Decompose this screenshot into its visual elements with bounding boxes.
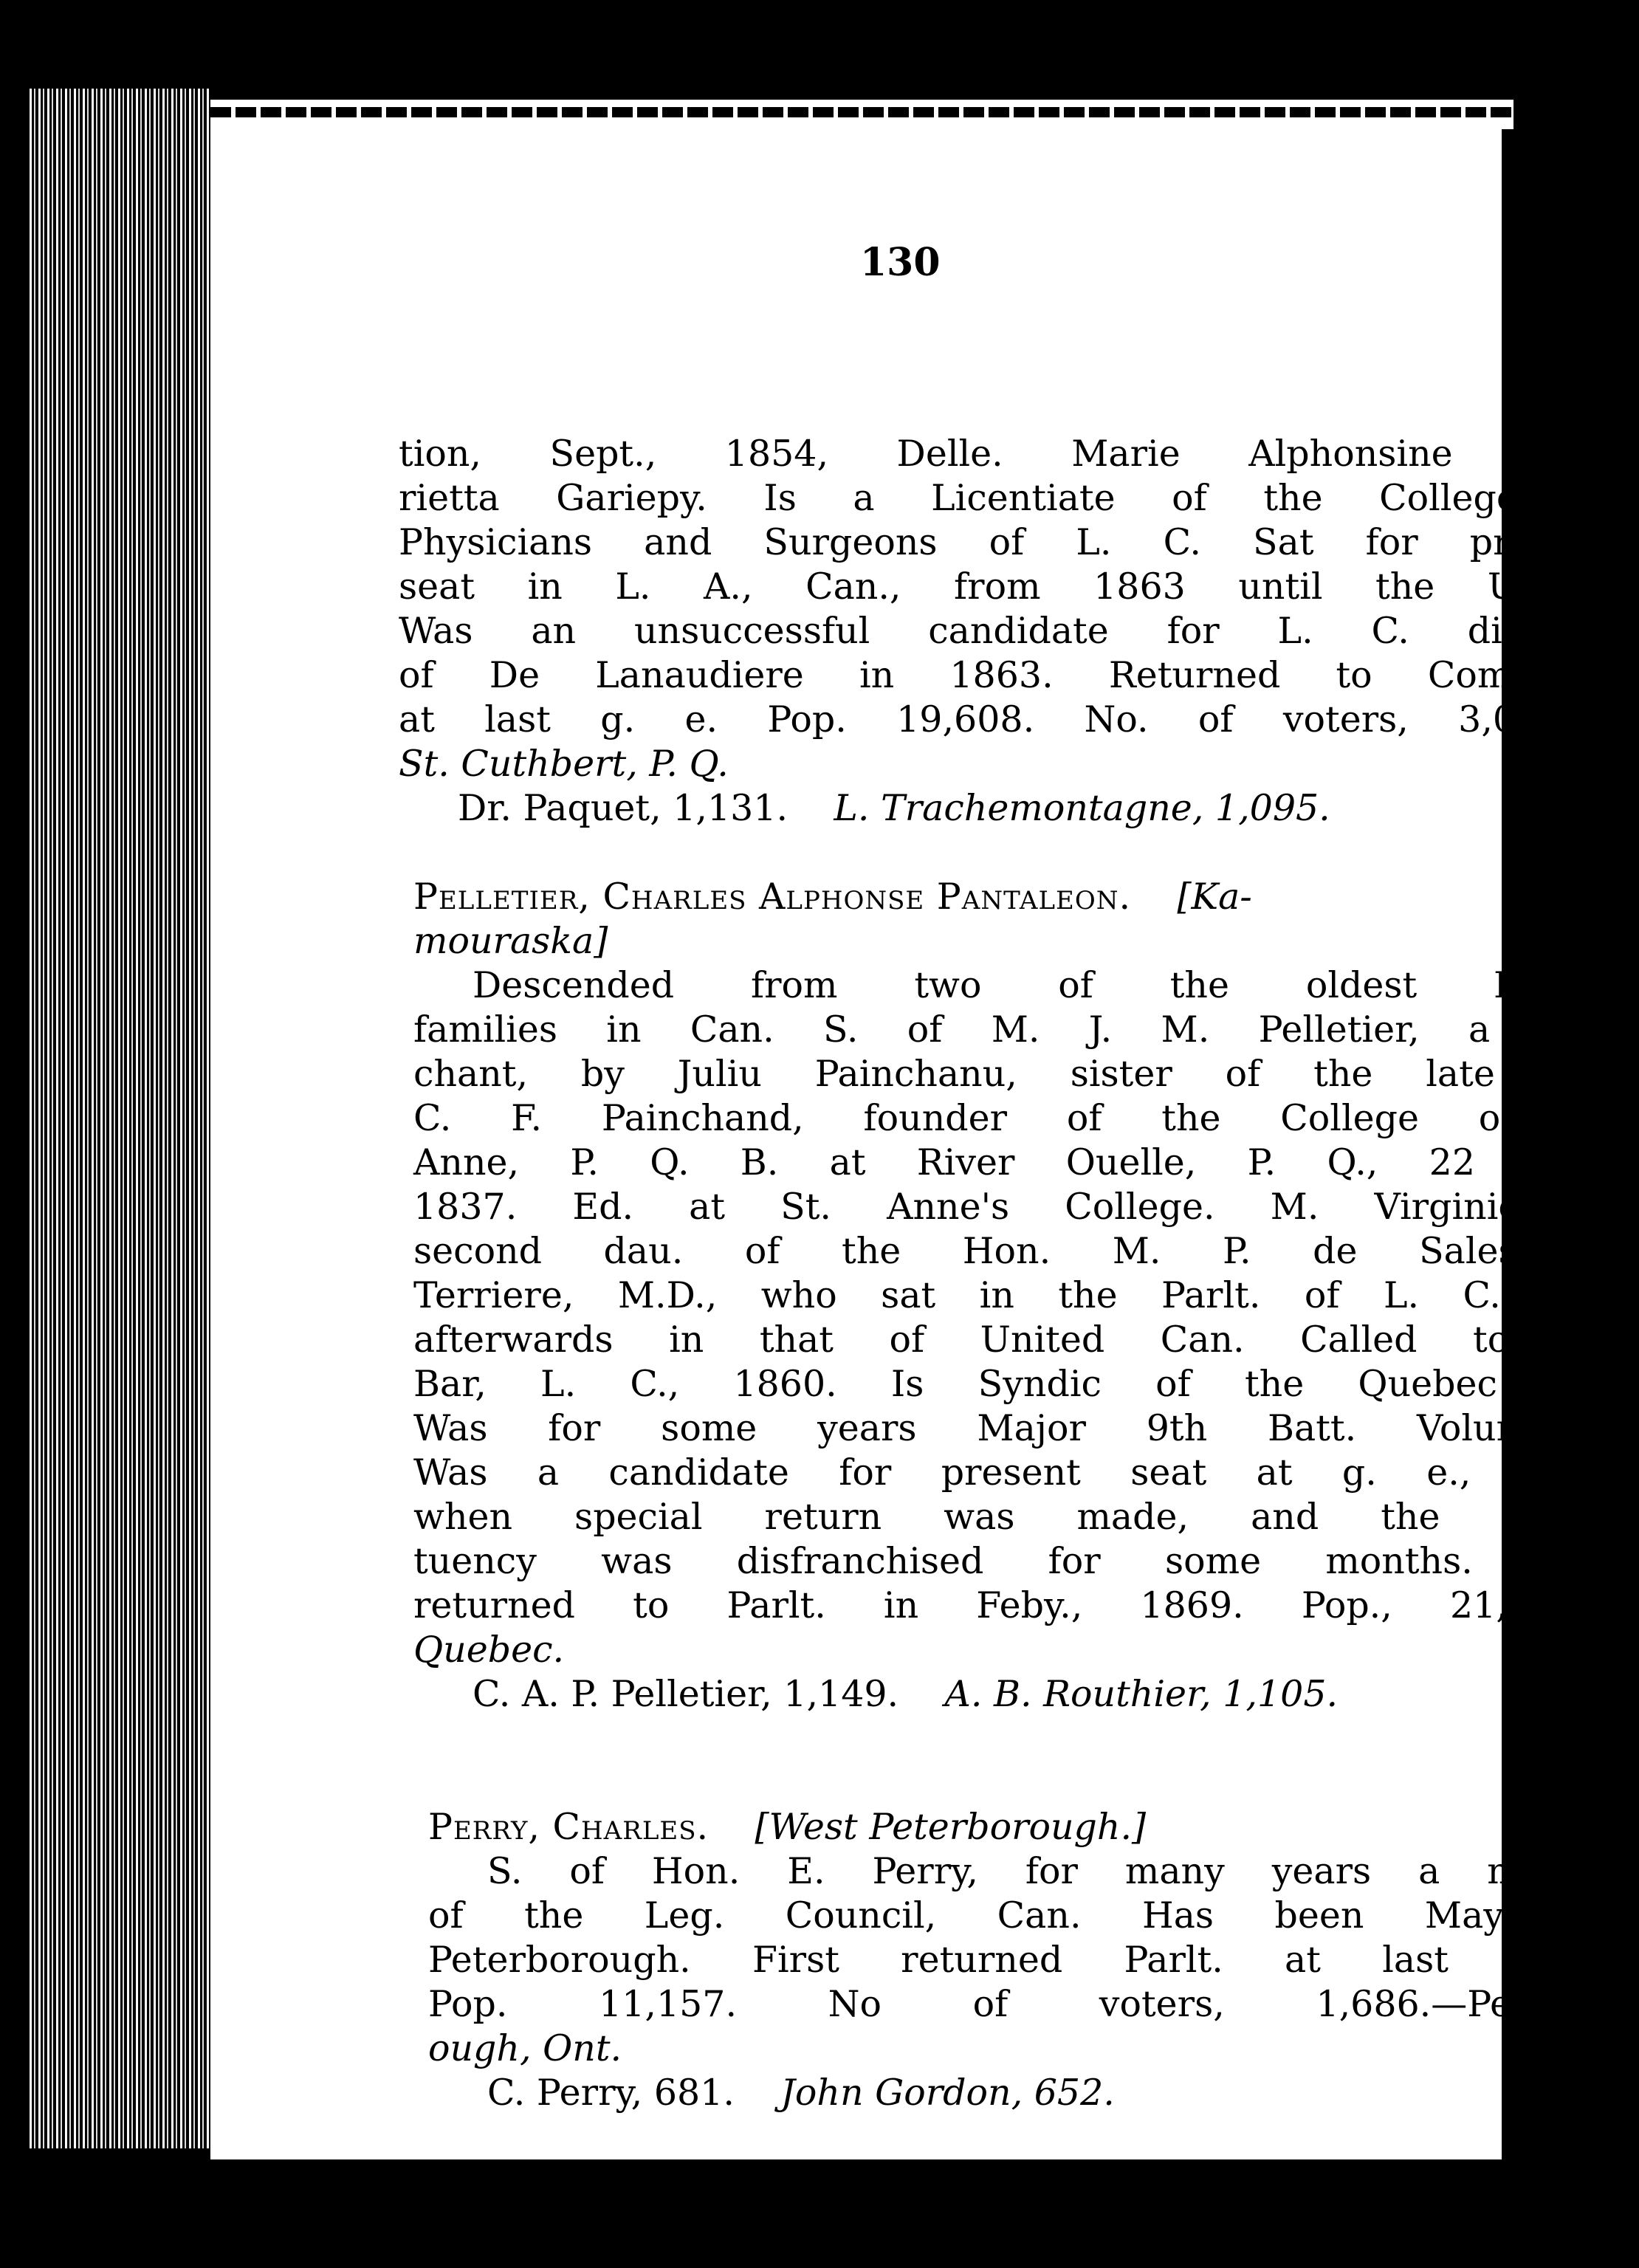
text-line: of the Leg. Council, Can. Has been Mayor of: [428, 1894, 1639, 1937]
place-line: ough, Ont.: [428, 2027, 622, 2069]
text-line: Physicians and Surgeons of L. C. Sat for present: [399, 521, 1609, 563]
entry-perry: [428, 1805, 1639, 2115]
text-line: at last g. e. Pop. 19,608. No. of voters, 3,040.—: [399, 698, 1609, 740]
election-result: [428, 2071, 1639, 2115]
text-line: chant, by Juliu Painchanu, sister of the late Rev.: [413, 1053, 1624, 1095]
text-line: C. F. Painchand, founder of the College of St.: [413, 1097, 1624, 1139]
text-line: Anne, P. Q. B. at River Ouelle, P. Q., 22 Jany.,: [413, 1141, 1624, 1183]
loser: A. B. Routhier, 1,105.: [944, 1673, 1339, 1715]
entry-heading-cont: [413, 919, 1624, 963]
text-line: Was a candidate for present seat at g. e., 1867,: [413, 1451, 1624, 1494]
election-result: [399, 786, 1609, 831]
text-line: afterwards in that of United Can. Called to the: [413, 1319, 1624, 1361]
text-line: of De Lanaudiere in 1863. Returned to Commons: [399, 654, 1609, 696]
party-tag: C.: [1598, 1806, 1639, 1849]
election-result: [413, 1672, 1624, 1717]
text-line: Terriere, M.D., who sat in the Parlt. of L. C., and: [413, 1274, 1624, 1316]
text-line: when special return was made, and the consti-: [413, 1496, 1624, 1538]
winner: C. Perry, 681.: [487, 2072, 735, 2114]
text-line: Was an unsuccessful candidate for L. C. division: [399, 610, 1609, 652]
member-name: Perry, Charles.: [428, 1806, 709, 1848]
text-line: rietta Gariepy. Is a Licentiate of the College of: [399, 477, 1609, 519]
text-line: 1837. Ed. at St. Anne's College. M. Virginie A.,: [413, 1186, 1624, 1228]
text-line: Descended from two of the oldest French: [473, 964, 1624, 1006]
entry-pelletier: [413, 875, 1624, 1717]
text-line: Peterborough. First returned Parlt. at last g. e.: [428, 1939, 1639, 1981]
winner: C. A. P. Pelletier, 1,149.: [473, 1673, 899, 1715]
text-line: S. of Hon. E. Perry, for many years a member: [487, 1850, 1639, 1892]
text-line: second dau. of the Hon. M. P. de Sales La: [413, 1230, 1624, 1272]
text-line: returned to Parlt. in Feby., 1869. Pop., 21,058.—: [413, 1584, 1624, 1626]
place-line: Quebec.: [413, 1629, 565, 1671]
text-line: families in Can. S. of M. J. M. Pelletier, a mer-: [413, 1008, 1624, 1051]
winner: Dr. Paquet, 1,131.: [458, 787, 788, 829]
constituency: [Ka-: [1177, 876, 1252, 918]
page-number: 130: [860, 240, 941, 285]
book-page: [210, 100, 1639, 2159]
text-line: Was for some years Major 9th Batt. Volunteers.: [413, 1407, 1624, 1449]
member-name: Pelletier, Charles Alphonse Pantaleon.: [413, 876, 1132, 918]
entry-heading: [413, 875, 1624, 919]
loser: L. Trachemontagne, 1,095.: [834, 787, 1330, 829]
entry-paquet-tail: [399, 432, 1609, 831]
text-line: seat in L. A., Can., from 1863 until the Union.: [399, 566, 1609, 608]
text-line: Pop. 11,157. No of voters, 1,686.—Peterbor-: [428, 1983, 1639, 2025]
text-line: Bar, L. C., 1860. Is Syndic of the Quebec Bar.: [413, 1363, 1624, 1405]
place-line: St. Cuthbert, P. Q.: [399, 743, 729, 785]
constituency: [West Peterborough.]: [755, 1806, 1147, 1848]
top-rule: [210, 107, 1513, 117]
party-tag: L.: [1586, 920, 1624, 963]
constituency-cont: mouraska]: [413, 920, 608, 962]
entry-heading: [428, 1805, 1639, 1849]
text-line: tion, Sept., 1854, Delle. Marie Alphonsine Hen-: [399, 433, 1609, 475]
text-line: tuency was disfranchised for some months. First: [413, 1540, 1624, 1582]
book-page-edges: [30, 89, 210, 2148]
loser: John Gordon, 652.: [780, 2072, 1115, 2114]
